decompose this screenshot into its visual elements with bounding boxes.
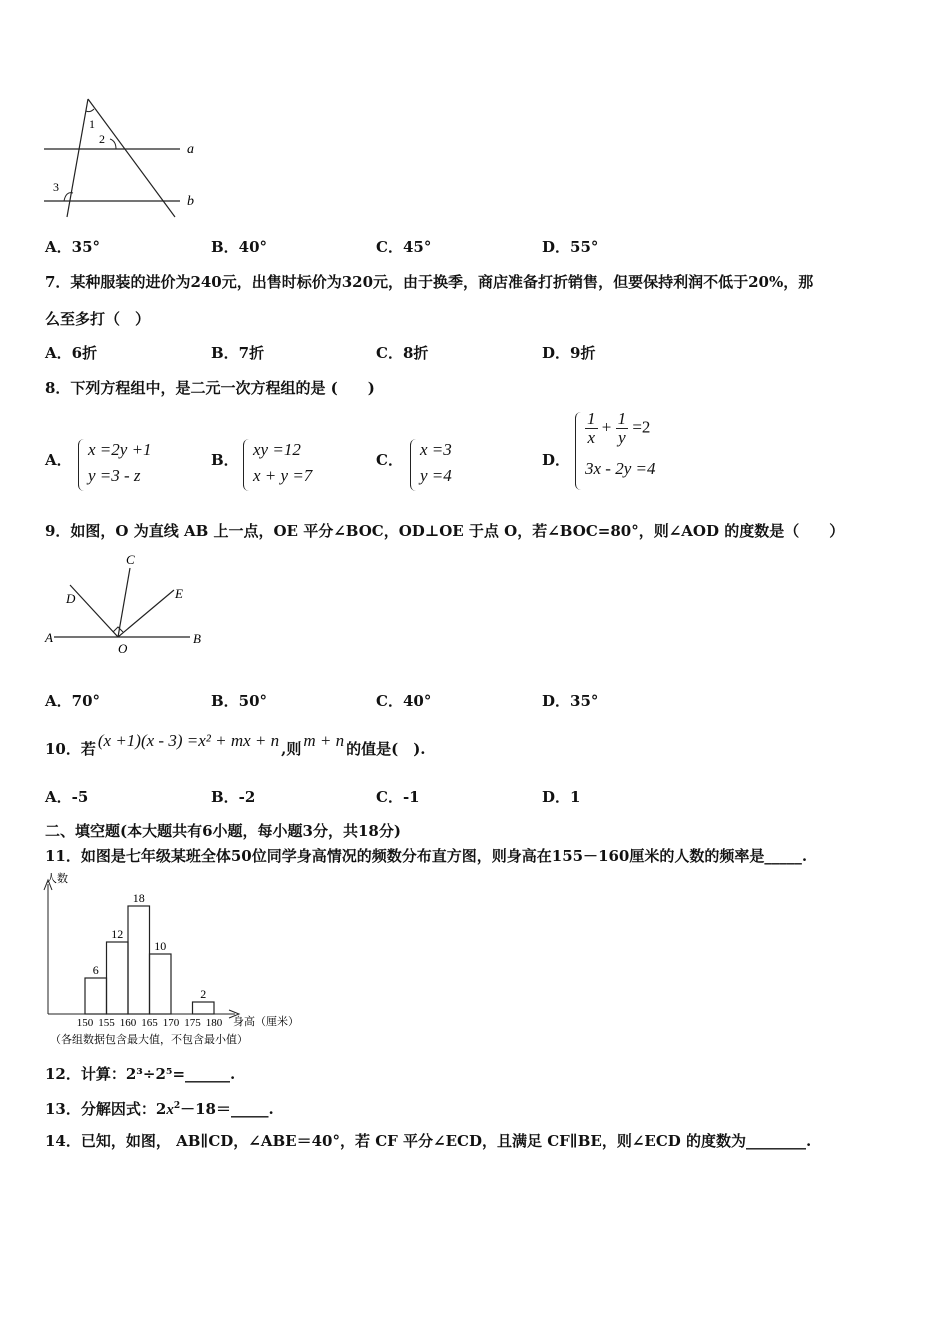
q8-option-d-system: $\frac{1}{x}$ + $\frac{1}{y}$ =2 3x - 2y =4 <box>575 410 655 482</box>
q10-mid: ,则 <box>281 740 302 758</box>
q11-stem: 11．如图是七年级某班全体50位同学身高情况的频数分布直方图，则身高在155－160厘米的人数的频率是_____. <box>45 847 808 865</box>
q9-option-c: C．40° <box>376 692 432 710</box>
angle-1-arc <box>86 109 94 112</box>
q10-option-c: C．-1 <box>376 788 420 806</box>
q8-d-eq2: 3x - 2y =4 <box>585 459 656 478</box>
q8-d-frac1: $\frac{1}{x}$ <box>587 409 596 447</box>
x-tick-label: 150 <box>76 1017 94 1029</box>
q13-suffix: －18＝_____. <box>180 1100 274 1118</box>
q7-stem-line2: 么至多打（ ） <box>45 310 151 328</box>
q9-option-d: D．35° <box>542 692 599 710</box>
q10-option-b: B．-2 <box>211 788 256 806</box>
label-c: C <box>126 552 135 567</box>
label-e: E <box>175 586 183 601</box>
label-d: D <box>66 591 76 606</box>
q8-option-a-label: A． <box>45 451 72 469</box>
q6-option-a: A．35° <box>45 238 101 256</box>
ray-oe <box>118 590 174 637</box>
q8-option-c-system <box>410 437 452 489</box>
q13-prefix: 13．分解因式：2 <box>45 1100 167 1118</box>
angle-2-label: 2 <box>99 132 105 146</box>
q13-exponent: 2 <box>173 1101 181 1111</box>
histogram-bar <box>128 906 150 1014</box>
histogram-bar <box>85 978 107 1014</box>
line-a-label: a <box>187 142 194 157</box>
label-a: A <box>45 630 53 645</box>
right-angle-mark <box>113 627 123 632</box>
q7-stem-line1: 7．某种服装的进价为240元，出售时标价为320元，由于换季，商店准备打折销售，但要保持利润不低于20%，那 <box>45 273 814 291</box>
q8-option-b-label: B． <box>211 451 239 469</box>
x-tick-label: 180 <box>205 1017 223 1029</box>
q7-option-d: D．9折 <box>542 344 596 362</box>
q10-stem <box>45 730 426 758</box>
x-tick-label: 155 <box>98 1017 115 1029</box>
q14-stem: 14．已知，如图， AB∥CD，∠ABE＝40°，若 CF 平分∠ECD，且满足 CF∥BE，则∠ECD 的度数为________. <box>45 1132 812 1150</box>
q7-option-b: B．7折 <box>211 344 265 362</box>
ray-od <box>70 585 118 637</box>
q10-option-d: D．1 <box>542 788 581 806</box>
q8-a-eq1: x =2y +1 <box>88 440 152 459</box>
q9-figure <box>40 550 220 660</box>
q13-x: x <box>166 1102 174 1118</box>
q8-c-eq2: y =4 <box>420 466 452 485</box>
q6-option-d: D．55° <box>542 238 599 256</box>
angle-1-label: 1 <box>89 117 95 131</box>
q8-option-b-system <box>243 437 312 489</box>
q10-mn: m + n <box>303 731 345 750</box>
histogram-bar <box>107 942 129 1014</box>
q10-suffix: 的值是( ). <box>346 740 426 758</box>
q8-option-d-label: D． <box>542 451 571 469</box>
angle-2-arc <box>110 139 116 149</box>
label-b: B <box>193 631 201 646</box>
q6-figure <box>40 95 210 220</box>
q11-histogram <box>30 868 330 1050</box>
q6-option-c: C．45° <box>376 238 432 256</box>
x-axis-label: 身高（厘米） <box>233 1016 299 1028</box>
histogram-bar <box>150 954 172 1014</box>
section-2-heading: 二、填空题(本大题共有6小题，每小题3分，共18分) <box>45 822 401 840</box>
q6-option-b: B．40° <box>211 238 268 256</box>
label-o: O <box>118 641 128 656</box>
angle-3-label: 3 <box>53 180 59 194</box>
q8-b-eq1: xy =12 <box>253 440 301 459</box>
histogram-bar <box>193 1002 215 1014</box>
q8-option-c-label: C． <box>376 451 403 469</box>
q9-stem: 9．如图，O 为直线 AB 上一点，OE 平分∠BOC，OD⊥OE 于点 O，若∠BOC=80°，则∠AOD 的度数是（ ） <box>45 522 845 540</box>
x-tick-label: 160 <box>119 1017 137 1029</box>
x-tick-label: 175 <box>184 1017 201 1029</box>
q9-option-a: A．70° <box>45 692 101 710</box>
q7-option-a: A．6折 <box>45 344 98 362</box>
bar-value-label: 2 <box>200 987 207 1001</box>
q8-c-eq1: x =3 <box>420 440 452 459</box>
q10-option-a: A．-5 <box>45 788 89 806</box>
q8-a-eq2: y =3 - z <box>88 466 141 485</box>
q10-expression: (x +1)(x - 3) =x² + mx + n <box>97 731 280 750</box>
bar-value-label: 10 <box>154 939 167 953</box>
bar-value-label: 12 <box>111 927 124 941</box>
x-tick-label: 165 <box>141 1017 158 1029</box>
transversal-right <box>88 99 175 217</box>
x-tick-label: 170 <box>162 1017 180 1029</box>
q8-option-a-system <box>78 437 152 489</box>
bar-value-label: 18 <box>132 891 145 905</box>
chart-note: （各组数据包含最大值，不包含最小值） <box>50 1034 248 1046</box>
q9-option-b: B．50° <box>211 692 268 710</box>
q8-stem: 8．下列方程组中，是二元一次方程组的是 ( ) <box>45 379 375 397</box>
y-axis-label: 人数 <box>46 873 68 885</box>
q10-prefix: 10．若 <box>45 740 96 758</box>
ray-oc <box>118 568 130 637</box>
q8-d-frac2: $\frac{1}{y}$ <box>617 409 627 447</box>
q12-stem: 12．计算：2³÷2⁵=______. <box>45 1065 236 1083</box>
q8-b-eq2: x + y =7 <box>253 466 313 485</box>
bar-value-label: 6 <box>92 963 99 977</box>
q13-stem <box>45 1098 274 1119</box>
transversal-left <box>67 99 88 217</box>
line-b-label: b <box>187 194 194 209</box>
q7-option-c: C．8折 <box>376 344 429 362</box>
